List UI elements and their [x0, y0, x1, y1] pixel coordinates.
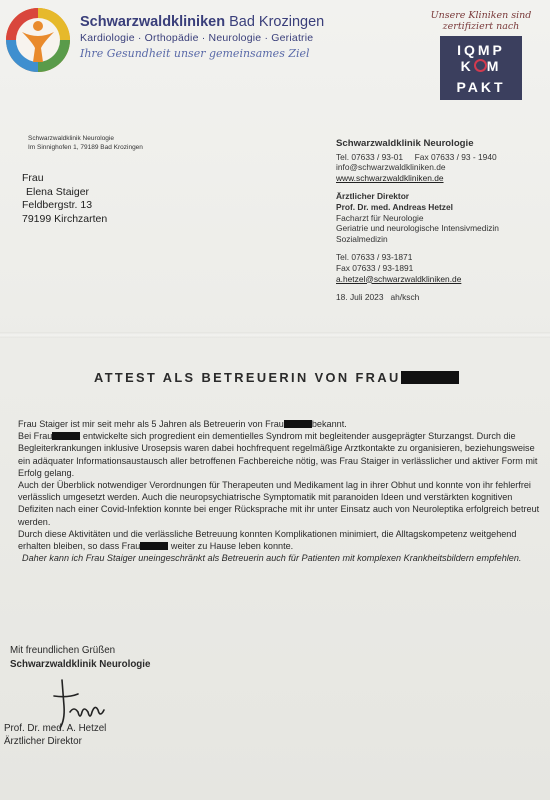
info-role: Ärztlicher Direktor	[336, 191, 410, 202]
body-paragraph-5: Daher kann ich Frau Staiger uneingeschränkt als Betreuerin auch für Patienten mit komplexen Krankheitsbildern empfehlen.	[22, 553, 522, 564]
brand-slogan: Ihre Gesundheit unser gemeinsames Ziel	[80, 47, 310, 60]
body-p1-text-a: Frau Staiger ist mir seit mehr als 5 Jahren als Betreuerin von Frau	[18, 419, 284, 429]
info-web-link[interactable]: www.schwarzwaldkliniken.de	[336, 172, 444, 183]
body-paragraph-1	[18, 418, 546, 430]
info-doctor-email-link[interactable]: a.hetzel@schwarzwaldkliniken.de	[336, 273, 462, 284]
body-p2-text-a: Bei Frau	[18, 431, 53, 442]
brand-location: Bad Krozingen	[229, 14, 325, 30]
sender-line2: Im Sinnighofen 1, 79189 Bad Krozingen	[28, 143, 143, 151]
signer-block	[4, 722, 106, 748]
brand-name-text: Schwarzwaldkliniken	[80, 14, 226, 30]
closing-greeting: Mit freundlichen Grüßen	[10, 645, 116, 656]
clinic-logo-icon	[4, 6, 72, 74]
sender-return-address	[28, 135, 143, 152]
body-p2-text-b: entwickelte sich progredient ein dementielles Syndrom mit begleitender ausgeprägter Sturzangst. Durch die Begleiterkrankungen inklusive Urosepsis waren dabei hochfrequent regelmäßige Arztkontakte zu organisieren, beziehungsweise ein adäquater Informationsaustausch aller betroffenen Fachbereiche nötig, was Frau Staiger in verlässlicher und aktiver Form mit Erfolg gelang.	[18, 431, 538, 478]
body-paragraph-2	[18, 430, 546, 479]
info-title: Schwarzwaldklinik Neurologie	[336, 138, 474, 149]
info-doctor: Prof. Dr. med. Andreas Hetzel	[336, 201, 453, 212]
recipient-name: Elena Staiger	[26, 185, 90, 198]
info-spec2: Geriatrie und neurologische Intensivmedizin	[336, 223, 499, 234]
letter-closing	[10, 644, 150, 672]
body-paragraph-3: Auch der Überblick notwendiger Verordnungen für Therapeuten und Medikament lag in ihrer Obhut und konnte von ihr fehlerfrei verlässlich umgesetzt werden. Auch die neuropsychiatrische Symptomatik mit paranoiden Ideen und verstärkten kognitiven Defiziten nach einer Covid-Infektion konnte bei enger Rücksprache mit ihr unter Einsatz auch von Neuroleptika erfolgreich betreut werden.	[18, 480, 540, 527]
sender-line1: Schwarzwaldklinik Neurologie	[28, 135, 114, 142]
iqmp-logo-line2: K M PAKT	[456, 58, 506, 95]
info-spec1: Facharzt für Neurologie	[336, 212, 424, 223]
info-fax: Fax 07633 / 93-1891	[336, 262, 414, 273]
redaction-bar	[52, 432, 80, 440]
recipient-address	[22, 172, 107, 226]
info-phone-fax: Tel. 07633 / 93-01 Fax 07633 / 93 - 1940	[336, 151, 497, 162]
info-email[interactable]: info@schwarzwaldkliniken.de	[336, 162, 446, 173]
letter-heading	[94, 370, 459, 385]
recipient-city: 79199 Kirchzarten	[22, 212, 108, 225]
brand-departments: Kardiologie · Orthopädie · Neurologie · Geriatrie	[80, 32, 314, 44]
body-p4-text-a: Durch diese Aktivitäten und die verlässliche Betreuung konnten Komplikationen minimiert, die Alltagskompetenz weitgehend erhalten bleiben, so dass Frau	[18, 528, 517, 552]
redaction-bar	[140, 542, 168, 550]
info-tel: Tel. 07633 / 93-1871	[336, 252, 413, 263]
certification-block	[426, 10, 536, 100]
redaction-bar	[401, 371, 459, 384]
signer-name: Prof. Dr. med. A. Hetzel	[4, 723, 107, 734]
recipient-street: Feldbergstr. 13	[22, 199, 93, 211]
signer-role: Ärztlicher Direktor	[4, 736, 82, 747]
recipient-salutation: Frau	[22, 172, 44, 184]
iqmp-ring-icon	[474, 59, 487, 72]
heading-text: ATTEST ALS BETREUERIN VON FRAU	[94, 370, 401, 385]
brand-block	[80, 14, 324, 60]
closing-org: Schwarzwaldklinik Neurologie	[10, 659, 151, 670]
iqmp-logo-line1: IQMP	[457, 42, 505, 58]
body-paragraph-4	[18, 528, 546, 552]
letter-date: 18. Juli 2023 ah/ksch	[336, 292, 420, 303]
redaction-bar	[284, 420, 312, 428]
body-p1-text-b: bekannt.	[311, 419, 347, 429]
body-p4-text-b: weiter zu Hause leben konnte.	[170, 541, 294, 552]
info-spec3: Sozialmedizin	[336, 233, 388, 244]
brand-name	[80, 14, 324, 30]
paper-fold	[0, 332, 550, 338]
letter-body	[18, 418, 546, 564]
certification-text: Unsere Kliniken sind zertifiziert nach	[430, 10, 532, 32]
clinic-info-block	[336, 139, 541, 303]
iqmp-kompakt-logo	[440, 36, 522, 100]
